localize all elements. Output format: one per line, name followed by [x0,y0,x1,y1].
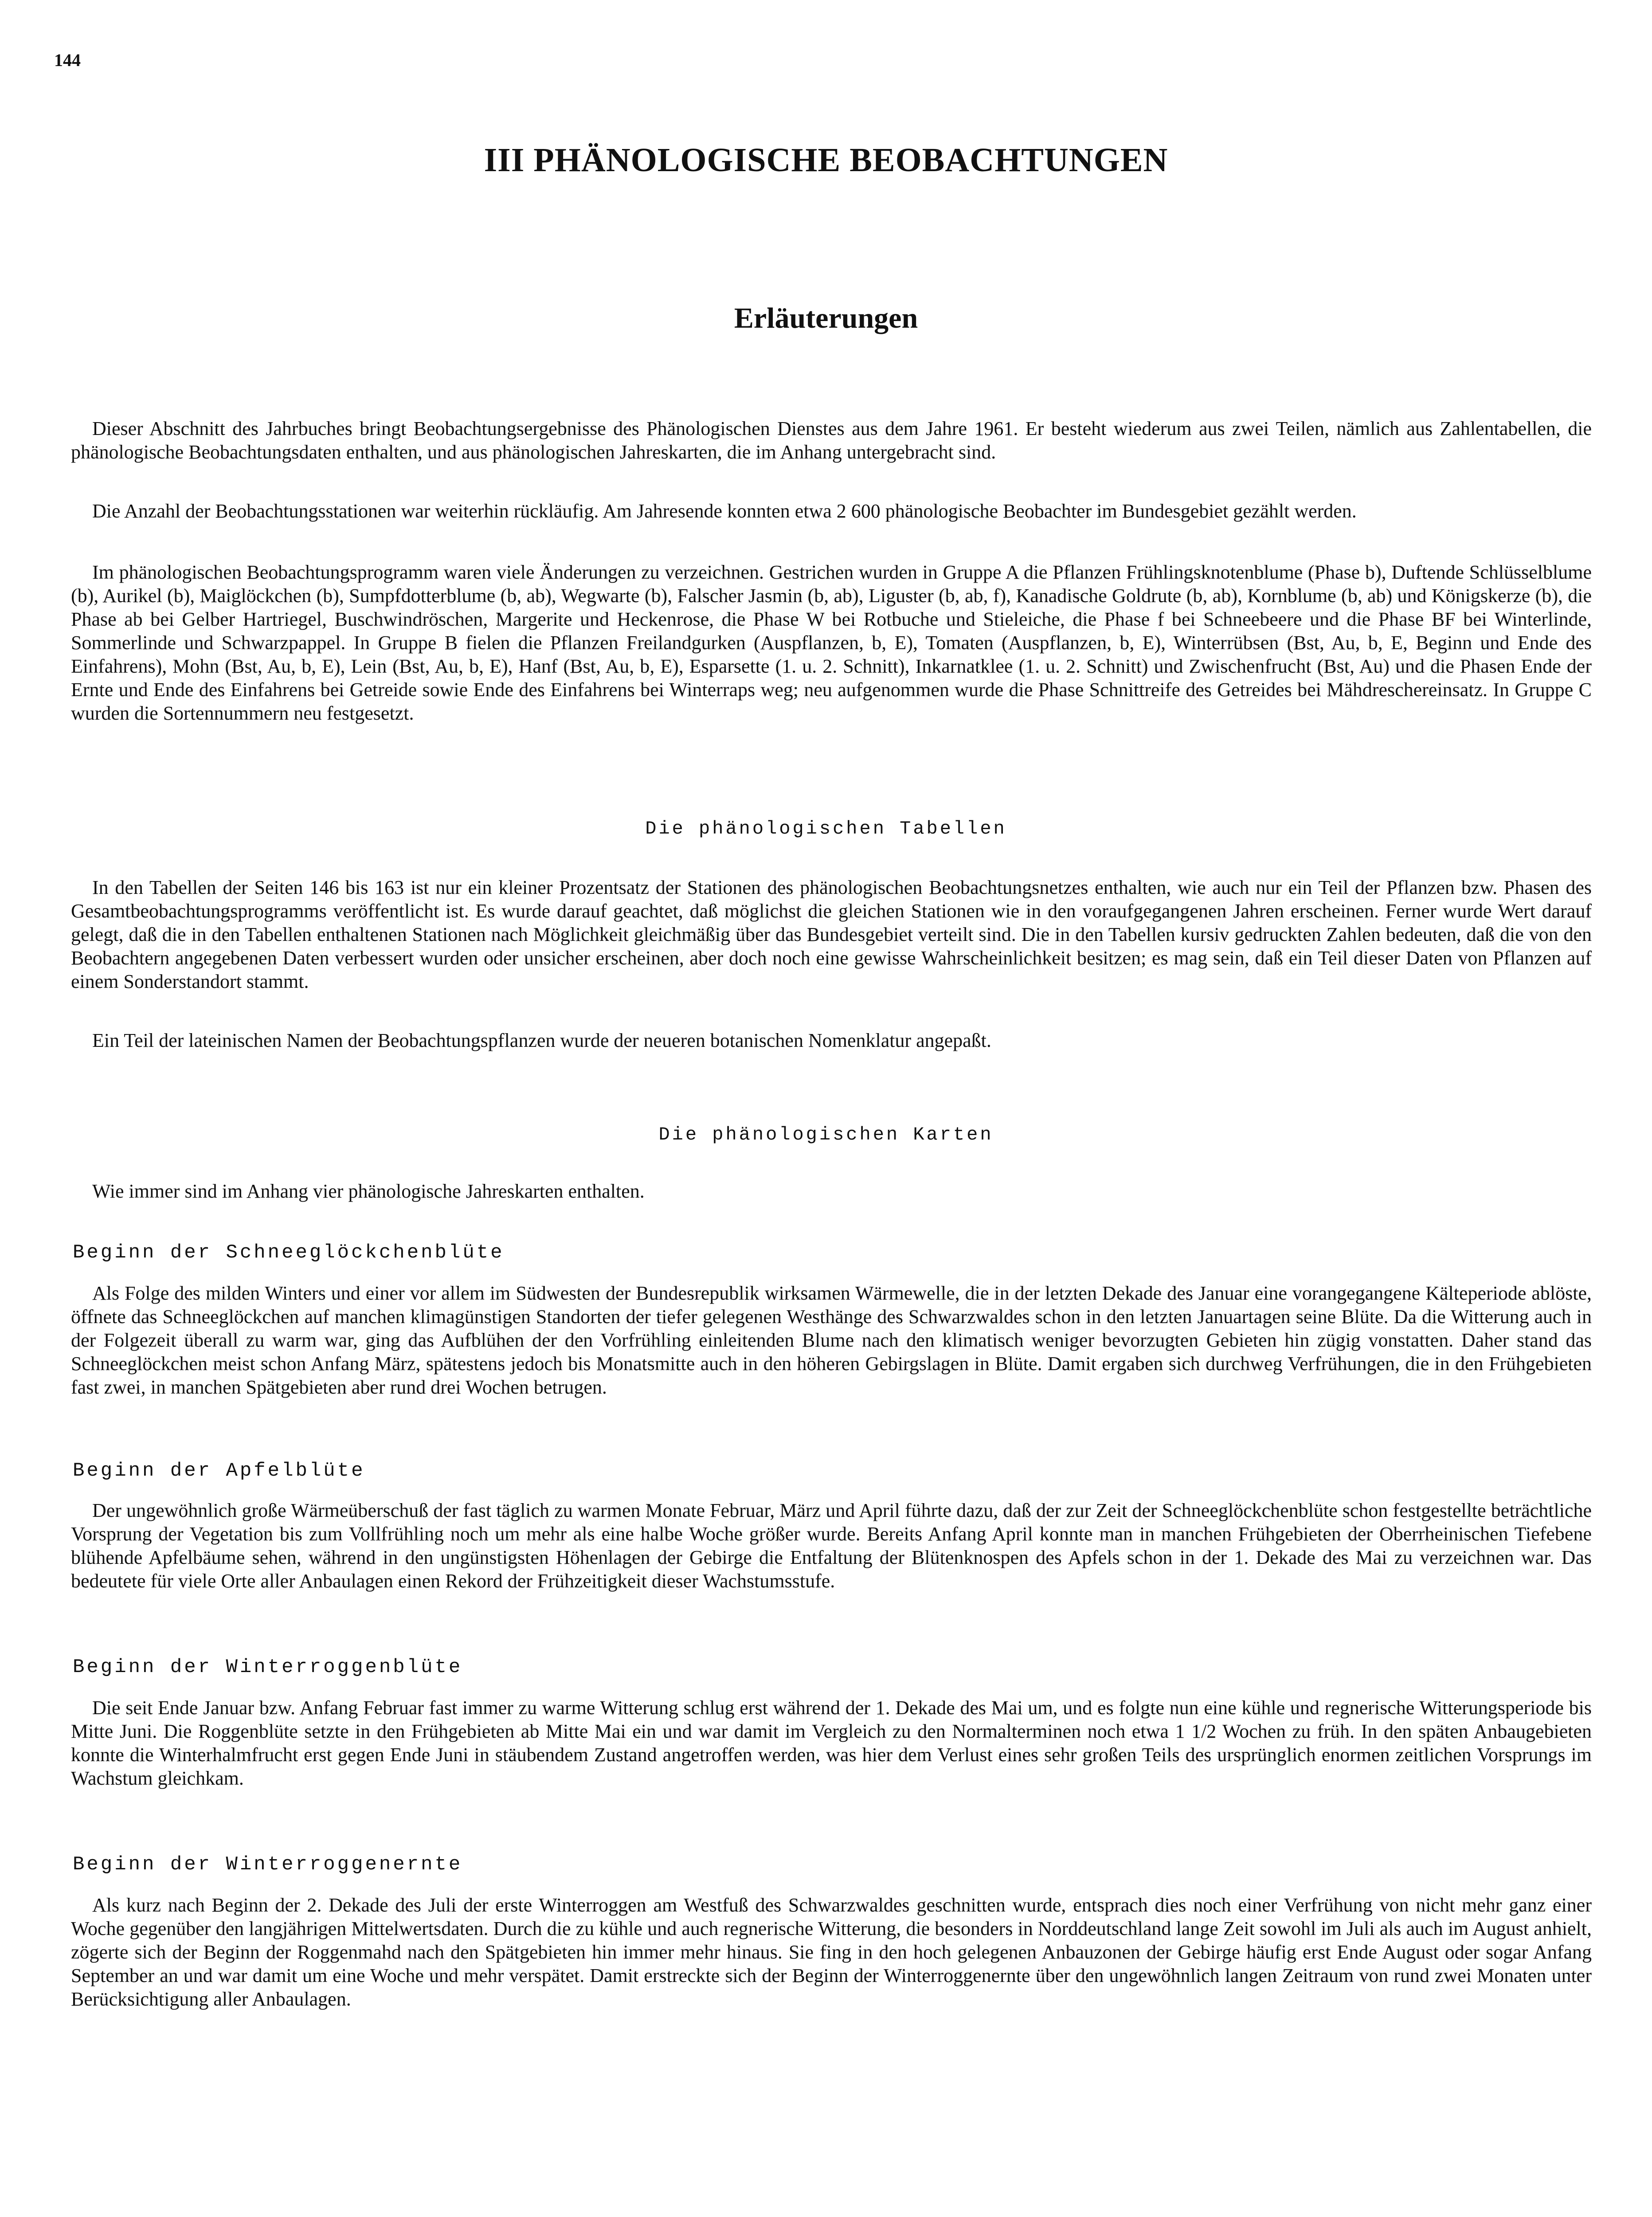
main-title: III PHÄNOLOGISCHE BEOBACHTUNGEN [484,141,1168,179]
section-heading-karten: Die phänologischen Karten [658,1124,994,1145]
subsection-text-roggenbluete: Die seit Ende Januar bzw. Anfang Februar fast immer zu warme Witterung schlug erst während der 1. Dekade des Mai um, und es folgte nun eine kühle und regnerische Witterungsperiode bis Mitte Juni. Die Roggenblüte setzte in den Frühgebieten ab Mitte Mai ein und war damit im Vergleich zu den Normalterminen noch etwa 1 1/2 Wochen zu früh. In den späten Anbaugebieten konnte die Winterhalmfrucht erst gegen Ende Juni in stäubendem Zustand angetroffen werden, was hier dem Verlust eines sehr großen Teils des ursprünglich enormen zeitlichen Vorsprungs im Wachstum gleichkam. [71,1697,1592,1789]
subsection-heading-apfel: Beginn der Apfelblüte [73,1460,365,1482]
tables-paragraph-2: Ein Teil der lateinischen Namen der Beobachtungspflanzen wurde der neueren botanischen Nomenklatur angepaßt. [92,1030,991,1051]
maps-paragraph: Wie immer sind im Anhang vier phänologische Jahreskarten enthalten. [92,1180,645,1202]
intro-paragraph-3: Im phänologischen Beobachtungsprogramm waren viele Änderungen zu verzeichnen. Gestrichen wurden in Gruppe A die Pflanzen Frühlingsknotenblume (Phase b), Duftende Schlüsselblume (b), Aurikel (b), Maiglöckchen (b), Sumpfdotterblume (b, ab), Wegwarte (b), Falscher Jasmin (b, ab), Liguster (b, ab, f), Kanadische Goldrute (b, ab), Kornblume (b, ab) und Königskerze (b), die Phase ab bei Gelber Hartriegel, Buschwindröschen, Margerite und Heckenrose, die Phase W bei Rotbuche und Stieleiche, die Phase f bei Schneebeere und die Phase BF bei Winterlinde, Sommerlinde und Schwarzpappel. In Gruppe B fielen die Pflanzen Freilandgurken (Auspflanzen, b, E), Tomaten (Auspflanzen, b, E), Winterrübsen (Bst, Au, b, E, Beginn und Ende des Einfahrens), Mohn (Bst, Au, b, E), Lein (Bst, Au, b, E), Hanf (Bst, Au, b, E), Esparsette (1. u. 2. Schnitt), Inkarnatklee (1. u. 2. Schnitt) und Zwischenfrucht (Bst, Au) und die Phasen Ende der Ernte und Ende des Einfahrens bei Getreide sowie Ende des Einfahrens bei Winterraps weg; neu aufgenommen wurde die Phase Schnittreife des Getreides bei Mähdreschereinsatz. In Gruppe C wurden die Sortennummern neu festgesetzt. [71,561,1592,724]
subsection-heading-schneegloeckchen: Beginn der Schneeglöckchenblüte [73,1242,505,1264]
tables-paragraph-1: In den Tabellen der Seiten 146 bis 163 ist nur ein kleiner Prozentsatz der Stationen des phänologischen Beobachtungsnetzes enthalten, wie auch nur ein Teil der Pflanzen bzw. Phasen des Gesamtbeobachtungsprogramms veröffentlicht ist. Es wurde darauf geachtet, daß möglichst die gleichen Stationen wie in den voraufgegangenen Jahren erscheinen. Ferner wurde Wert darauf gelegt, daß die in den Tabellen enthaltenen Stationen nach Möglichkeit gleichmäßig über das Bundesgebiet verteilt sind. Die in den Tabellen kursiv gedruckten Zahlen bedeuten, daß die von den Beobachtern angegebenen Daten verbessert wurden oder unsicher erscheinen, aber doch noch eine gewisse Wahrscheinlichkeit besitzen; es mag sein, daß ein Teil dieser Daten von Pflanzen auf einem Sonderstandort stammt. [71,877,1592,992]
subtitle: Erläuterungen [734,302,918,334]
intro-paragraph-2: Die Anzahl der Beobachtungsstationen war weiterhin rückläufig. Am Jahresende konnten etwa 2 600 phänologische Beobachter im Bundesgebiet gezählt werden. [92,500,1357,522]
intro-paragraph-1: Dieser Abschnitt des Jahrbuches bringt Beobachtungsergebnisse des Phänologischen Dienstes aus dem Jahre 1961. Er besteht wiederum aus zwei Teilen, nämlich aus Zahlentabellen, die phänologische Beobachtungsdaten enthalten, und aus phänologischen Jahreskarten, die im Anhang untergebracht sind. [71,418,1592,463]
subsection-heading-roggenernte: Beginn der Winterroggenernte [73,1853,463,1876]
section-heading-tabellen: Die phänologischen Tabellen [645,818,1007,839]
subsection-text-roggenernte: Als kurz nach Beginn der 2. Dekade des Juli der erste Winterroggen am Westfuß des Schwarzwaldes geschnitten wurde, entsprach dies noch einer Verfrühung von nicht mehr ganz einer Woche gegenüber den langjährigen Mittelwertsdaten. Durch die zu kühle und auch regnerische Witterung, die besonders in Norddeutschland lange Zeit sowohl im Juli als auch im August anhielt, zögerte sich der Beginn der Roggenmahd nach den Spätgebieten hin immer mehr hinaus. Sie fing in den hoch gelegenen Anbauzonen der Gebirge häufig erst Ende August oder sogar Anfang September an und war damit um eine Woche und mehr verspätet. Damit erstreckte sich der Beginn der Winterroggenernte über den ungewöhnlich langen Zeitraum von rund zwei Monaten unter Berücksichtigung aller Anbaulagen. [71,1894,1592,2010]
page-number: 144 [54,50,81,70]
subsection-heading-roggenbluete: Beginn der Winterroggenblüte [73,1656,463,1678]
subsection-text-schneegloeckchen: Als Folge des milden Winters und einer vor allem im Südwesten der Bundesrepublik wirksamen Wärmewelle, die in der letzten Dekade des Januar eine vorangegangene Kälteperiode ablöste, öffnete das Schneeglöckchen auf manchen klimagünstigen Standorten der tiefer gelegenen Westhänge des Schwarzwaldes schon in den letzten Januartagen seine Blüte. Da die Witterung auch in der Folgezeit überall zu warm war, ging das Aufblühen der den Vorfrühling einleitenden Blume nach den klimatisch weniger bevorzugten Gebieten hin zügig vonstatten. Daher stand das Schneeglöckchen meist schon Anfang März, spätestens jedoch bis Monatsmitte auch in den höheren Gebirgslagen in Blüte. Damit ergaben sich durchweg Verfrühungen, die in den Frühgebieten fast zwei, in manchen Spätgebieten aber rund drei Wochen betrugen. [71,1282,1592,1398]
subsection-text-apfel: Der ungewöhnlich große Wärmeüberschuß der fast täglich zu warmen Monate Februar, März und April führte dazu, daß der zur Zeit der Schneeglöckchenblüte schon festgestellte beträchtliche Vorsprung der Vegetation bis zum Vollfrühling noch um mehr als eine halbe Woche größer wurde. Bereits Anfang April konnte man in manchen Frühgebieten der Oberrheinischen Tiefebene blühende Apfelbäume sehen, während in den ungünstigsten Höhenlagen der Gebirge die Entfaltung der Blütenknospen des Apfels schon in der 1. Dekade des Mai zu verzeichnen war. Das bedeutete für viele Orte aller Anbaulagen einen Rekord der Frühzeitigkeit dieser Wachstumsstufe. [71,1500,1592,1592]
